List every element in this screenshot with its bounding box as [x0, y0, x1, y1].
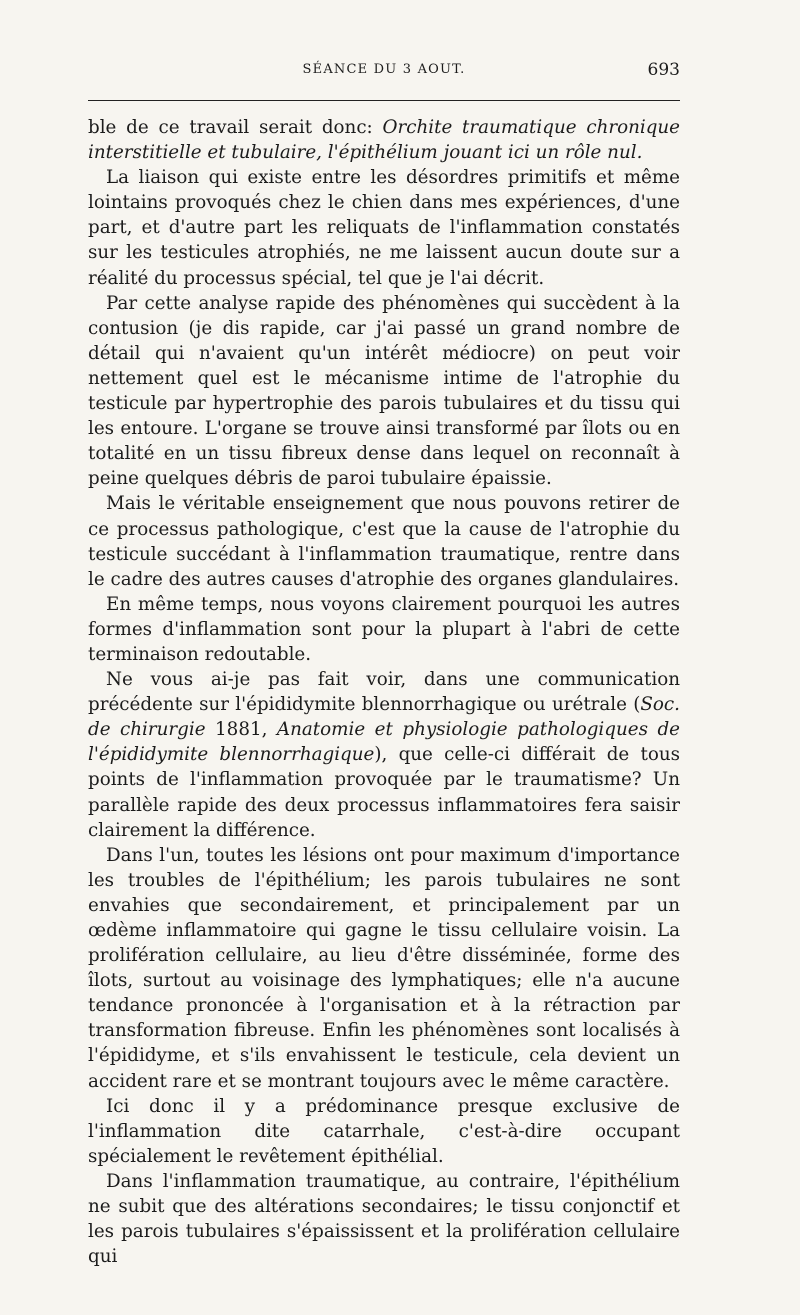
body-text	[88, 115, 680, 1269]
page-number: 693	[647, 60, 680, 80]
text-segment: Dans l'un, toutes les lésions ont pour maximum d'importance les troubles de l'épithélium; les parois tubulaires ne sont envahies que secondairement, et principalement par un œdème inflammatoire qui gagne le tissu cellulaire voisin. La prolifération cellulaire, au lieu d'être disséminée, forme des îlots, surtout au voisinage des lymphatiques; elle n'a aucune tendance prononcée à l'organisation et à la rétraction par transformation fibreuse. Enfin les phénomènes sont localisés à l'épididyme, et s'ils envahissent le testicule, cela devient un accident rare et se montrant toujours avec le même caractère.	[88, 844, 680, 1092]
paragraph	[88, 1094, 680, 1169]
paragraph	[88, 165, 680, 290]
text-segment: Par cette analyse rapide des phénomènes qui succèdent à la contusion (je dis rapide, car j'ai passé un grand nombre de détail qui n'avaient qu'un intérêt médiocre) on peut voir nettement quel est le mécanisme intime de l'atrophie du testicule par hypertrophie des parois tubulaires et du tissu qui les entoure. L'organe se trouve ainsi transformé par îlots ou en totalité en un tissu fibreux dense dans lequel on reconnaît à peine quelques débris de paroi tubulaire épaissie.	[88, 292, 680, 490]
paragraph	[88, 491, 680, 591]
text-segment: Ici donc il y a prédominance presque exclusive de l'inflammation dite catarrhale, c'est-à-dire occupant spécialement le revêtement épithélial.	[88, 1095, 680, 1167]
text-segment: La liaison qui existe entre les désordres primitifs et même lointains provoqués chez le chien dans mes expériences, d'une part, et d'autre part les reliquats de l'inflammation constatés sur les testicules atrophiés, ne me laissent aucun doute sur a réalité du processus spécial, tel que je l'ai décrit.	[88, 167, 680, 289]
italic-text: Soc. de chirurgie	[88, 694, 680, 741]
page-header	[88, 62, 680, 92]
text-segment: ble de ce travail serait donc:	[88, 117, 383, 138]
paragraph	[88, 843, 680, 1094]
italic-text: Orchite traumatique chronique interstitielle et tubulaire, l'épithélium jouant ici un rôle nul.	[88, 117, 681, 164]
italic-text: Anatomie et physiologie pathologiques de l'épididymite blennorrhagique	[88, 719, 680, 766]
text-segment: ), que celle-ci différait de tous points de l'inflammation provoquée par le traumatisme? Un parallèle rapide des deux processus inflammatoires fera saisir clairement la différence.	[88, 744, 680, 841]
text-segment: Ne vous ai-je pas fait voir, dans une communication précédente sur l'épididymite blennorrhagique ou urétrale (	[88, 669, 680, 716]
running-title: SÉANCE DU 3 AOUT.	[302, 62, 466, 77]
header-rule	[88, 100, 680, 101]
paragraph	[88, 667, 680, 843]
text-segment: 1881,	[205, 719, 277, 741]
text-segment: Dans l'inflammation traumatique, au contraire, l'épithélium ne subit que des altérations secondaires; le tissu conjonctif et les parois tubulaires s'épaississent et la prolifération cellulaire qui	[88, 1170, 680, 1268]
text-segment: Mais le véritable enseignement que nous pouvons retirer de ce processus pathologique, c'est que la cause de l'atrophie du testicule succédant à l'inflammation traumatique, rentre dans le cadre des autres causes d'atrophie des organes glandulaires.	[88, 493, 680, 590]
text-segment: En même temps, nous voyons clairement pourquoi les autres formes d'inflammation sont pour la plupart à l'abri de cette terminaison redoutable.	[88, 593, 680, 665]
paragraph	[88, 115, 680, 165]
paragraph	[88, 1169, 680, 1269]
paragraph	[88, 592, 680, 667]
paragraph	[88, 291, 680, 492]
